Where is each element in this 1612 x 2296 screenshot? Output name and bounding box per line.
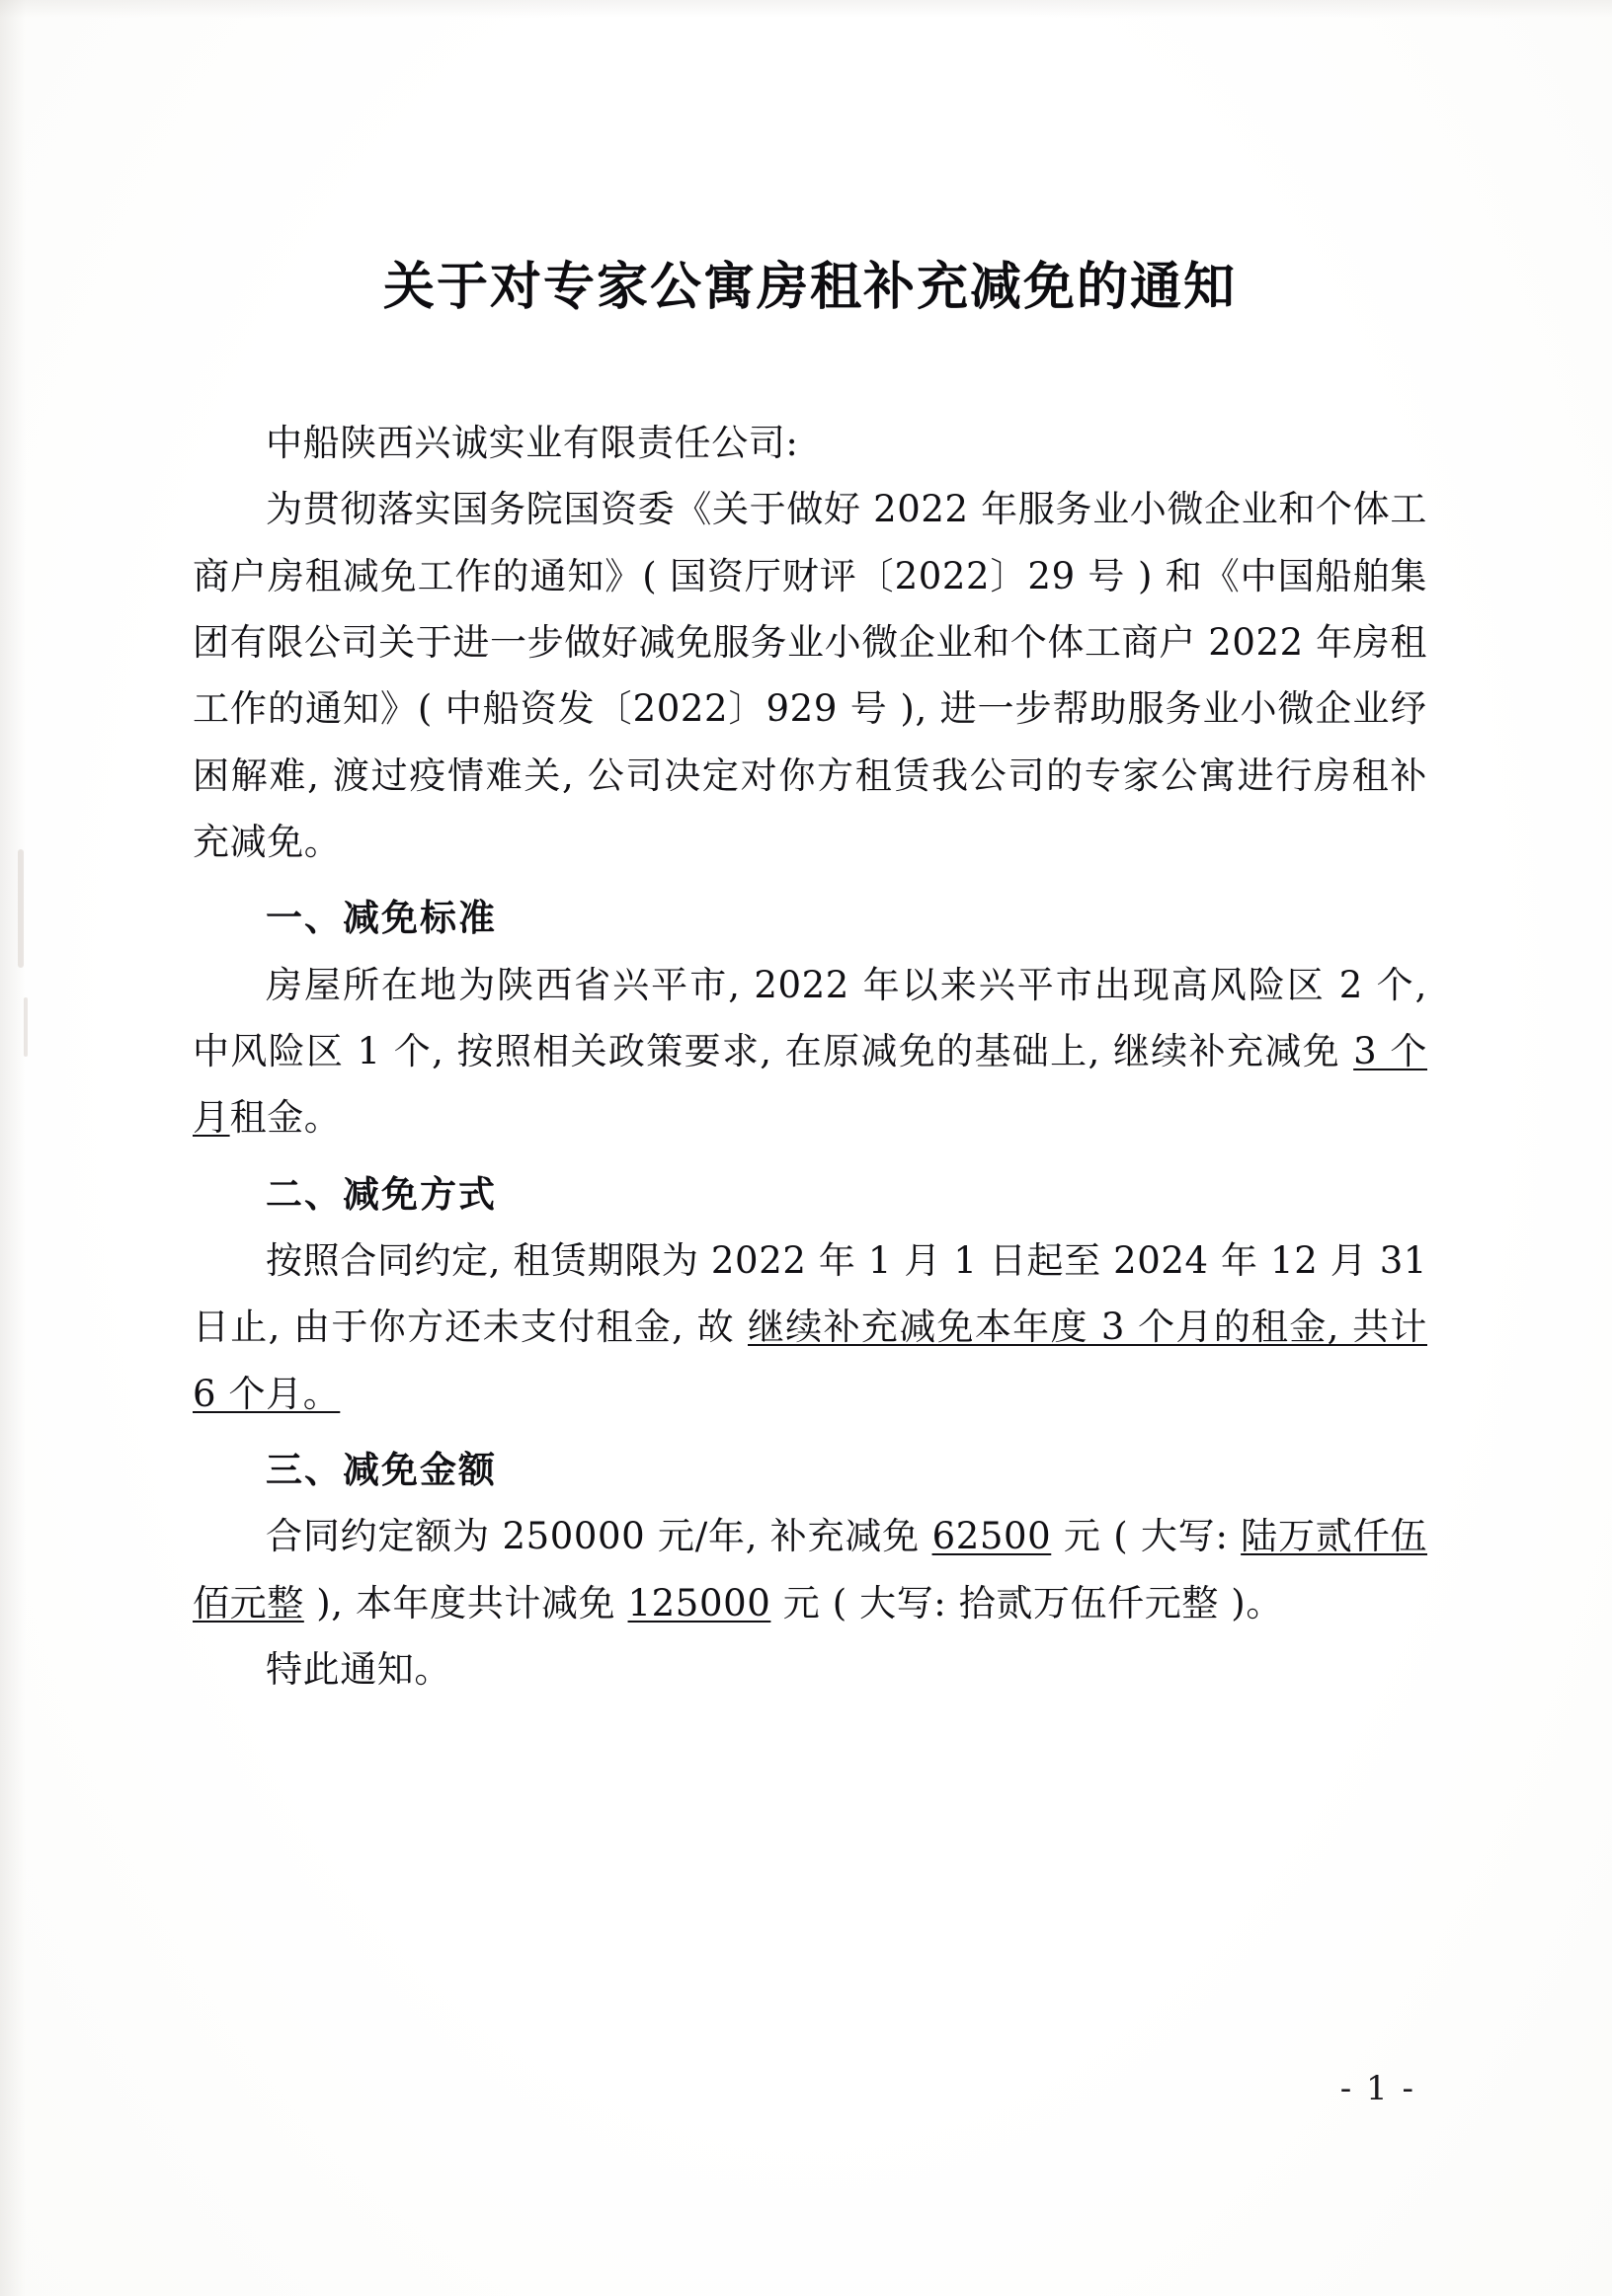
section-heading-2: 二、减免方式 xyxy=(266,1171,497,1216)
section-body-1 xyxy=(193,952,1427,1151)
section-1-underlined-term: 3 个月 xyxy=(193,1029,1427,1140)
closing-line: 特此通知。 xyxy=(266,1647,451,1691)
document-page xyxy=(193,0,1427,2296)
discount-amount-value: 62500 xyxy=(931,1515,1052,1558)
section-3-text-part-4: 元 ( 大写: 拾贰万伍仟元整 )。 xyxy=(782,1581,1283,1624)
page-title: 关于对专家公寓房租补充减免的通知 xyxy=(382,257,1237,317)
section-1-text-after: 租金。 xyxy=(229,1096,342,1140)
section-body-3 xyxy=(193,1503,1427,1636)
section-2-text-before: 按照合同约定, 租赁期限为 2022 年 1 月 1 日起至 2024 年 12 月 31 日止, 由于你方还未支付租金, 故 xyxy=(193,1238,1427,1349)
page-number: - 1 - xyxy=(1339,2069,1415,2108)
section-2-underlined-term: 继续补充减免本年度 3 个月的租金, 共计 6 个月。 xyxy=(193,1306,1427,1415)
document-body xyxy=(193,410,1427,1702)
section-1-text-before: 房屋所在地为陕西省兴平市, 2022 年以来兴平市出现高风险区 2 个, 中风险区 1 个, 按照相关政策要求, 在原减免的基础上, 继续补充减免 xyxy=(193,963,1427,1072)
total-discount-value: 125000 xyxy=(627,1581,771,1624)
discount-amount-chinese: 陆万贰仟伍佰元整 xyxy=(193,1515,1427,1624)
addressee-line: 中船陕西兴诚实业有限责任公司: xyxy=(266,422,799,464)
section-heading-1: 一、减免标准 xyxy=(266,896,497,940)
section-3-text-part-3: ), 本年度共计减免 xyxy=(316,1581,616,1624)
section-3-text-part-1: 合同约定额为 250000 元/年, 补充减免 xyxy=(266,1515,920,1558)
section-heading-3: 三、减免金额 xyxy=(266,1447,497,1491)
section-3-text-part-2: 元 ( 大写: xyxy=(1063,1515,1229,1558)
intro-paragraph: 为贯彻落实国务院国资委《关于做好 2022 年服务业小微企业和个体工商户房租减免工作的通知》( 国资厅财评〔2022〕29 号 ) 和《中国船舶集团有限公司关于进一步做好减免服务业小微企业和个体工商户 2022 年房租工作的通知》( 中船资发〔2022〕929 号 ), 进一步帮助服务业小微企业纾困解难, 渡过疫情难关, 公司决定对你方租赁我公司的专家公寓进行房租补充减免。 xyxy=(193,488,1427,863)
section-body-2 xyxy=(193,1227,1427,1427)
